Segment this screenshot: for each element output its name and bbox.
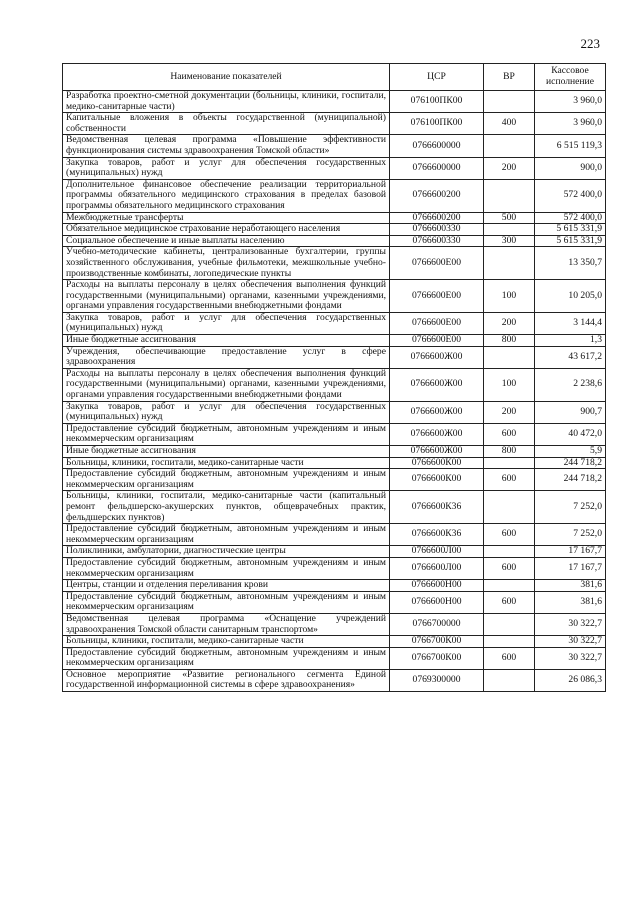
sum-cell: 7 252,0 — [535, 491, 606, 524]
sum-cell: 5 615 331,9 — [535, 224, 606, 236]
csr-cell: 0766600200 — [390, 179, 484, 212]
csr-cell: 076100ПК00 — [390, 113, 484, 135]
csr-cell: 0766700К00 — [390, 647, 484, 669]
csr-cell: 076100ПК00 — [390, 91, 484, 113]
table-row — [63, 636, 606, 648]
indicator-name-cell: Ведомственная целевая программа «Повышение эффективности функционирования системы здравоохранения Томской области» — [63, 135, 390, 157]
vr-cell: 600 — [484, 469, 535, 491]
csr-cell: 0769300000 — [390, 669, 484, 691]
table-row — [63, 212, 606, 224]
csr-cell: 0766600330 — [390, 235, 484, 247]
sum-cell: 6 515 119,3 — [535, 135, 606, 157]
indicator-name-cell: Социальное обеспечение и иные выплаты населению — [63, 235, 390, 247]
vr-cell — [484, 179, 535, 212]
sum-cell: 40 472,0 — [535, 423, 606, 445]
csr-cell: 0766600Ж00 — [390, 401, 484, 423]
csr-cell: 0766600Н00 — [390, 591, 484, 613]
vr-cell: 600 — [484, 647, 535, 669]
vr-cell: 200 — [484, 401, 535, 423]
indicator-name-cell: Дополнительное финансовое обеспечение реализации территориальной программы обязательного медицинского страхования в пределах базовой программы обязательного медицинского страхования — [63, 179, 390, 212]
vr-cell — [484, 669, 535, 691]
table-row — [63, 613, 606, 635]
indicator-name-cell: Предоставление субсидий бюджетным, автономным учреждениям и иным некоммерческим организациям — [63, 557, 390, 579]
indicator-name-cell: Закупка товаров, работ и услуг для обеспечения государственных (муниципальных) нужд — [63, 401, 390, 423]
indicator-name-cell: Расходы на выплаты персоналу в целях обеспечения выполнения функций государственными (муниципальными) органами, казенными учреждениями, органами управления государственными внебюджетными фондами — [63, 368, 390, 401]
vr-cell — [484, 135, 535, 157]
sum-cell: 572 400,0 — [535, 179, 606, 212]
csr-cell: 0766600Е00 — [390, 280, 484, 313]
vr-cell: 100 — [484, 368, 535, 401]
table-row — [63, 524, 606, 546]
sum-cell: 5 615 331,9 — [535, 235, 606, 247]
vr-cell: 100 — [484, 280, 535, 313]
csr-cell: 0766600Е00 — [390, 335, 484, 347]
vr-cell: 600 — [484, 557, 535, 579]
table-row — [63, 91, 606, 113]
indicator-name-cell: Иные бюджетные ассигнования — [63, 335, 390, 347]
csr-cell: 0766700000 — [390, 613, 484, 635]
csr-cell: 0766600Л00 — [390, 557, 484, 579]
header-cash-execution: Кассовое исполнение — [535, 64, 606, 91]
sum-cell: 10 205,0 — [535, 280, 606, 313]
table-row — [63, 280, 606, 313]
csr-cell: 0766600К36 — [390, 491, 484, 524]
csr-cell: 0766600Н00 — [390, 580, 484, 592]
indicator-name-cell: Больницы, клиники, госпитали, медико-санитарные части (капитальный ремонт фельдшерско-акушерских пунктов, общеврачебных практик, фельдшерских пунктов) — [63, 491, 390, 524]
csr-cell: 0766600Е00 — [390, 247, 484, 280]
table-row — [63, 247, 606, 280]
budget-execution-table — [62, 63, 606, 692]
sum-cell: 13 350,7 — [535, 247, 606, 280]
table-row — [63, 423, 606, 445]
vr-cell — [484, 247, 535, 280]
header-vr: ВР — [484, 64, 535, 91]
vr-cell: 200 — [484, 312, 535, 334]
sum-cell: 2 238,6 — [535, 368, 606, 401]
table-row — [63, 580, 606, 592]
sum-cell: 381,6 — [535, 591, 606, 613]
indicator-name-cell: Капитальные вложения в объекты государственной (муниципальной) собственности — [63, 113, 390, 135]
vr-cell — [484, 580, 535, 592]
sum-cell: 244 718,2 — [535, 469, 606, 491]
vr-cell — [484, 613, 535, 635]
table-row — [63, 368, 606, 401]
csr-cell: 0766600Ж00 — [390, 423, 484, 445]
sum-cell: 30 322,7 — [535, 636, 606, 648]
vr-cell — [484, 91, 535, 113]
indicator-name-cell: Предоставление субсидий бюджетным, автономным учреждениям и иным некоммерческим организациям — [63, 647, 390, 669]
vr-cell: 300 — [484, 235, 535, 247]
vr-cell: 600 — [484, 524, 535, 546]
indicator-name-cell: Больницы, клиники, госпитали, медико-санитарные части — [63, 636, 390, 648]
csr-cell: 0766700К00 — [390, 636, 484, 648]
indicator-name-cell: Расходы на выплаты персоналу в целях обеспечения выполнения функций государственными (муниципальными) органами, казенными учреждениями, органами управления государственными внебюджетными фондами — [63, 280, 390, 313]
table-row — [63, 335, 606, 347]
csr-cell: 0766600Ж00 — [390, 368, 484, 401]
indicator-name-cell: Иные бюджетные ассигнования — [63, 446, 390, 458]
indicator-name-cell: Центры, станции и отделения переливания крови — [63, 580, 390, 592]
indicator-name-cell: Обязательное медицинское страхование неработающего населения — [63, 224, 390, 236]
sum-cell: 3 960,0 — [535, 113, 606, 135]
csr-cell: 0766600330 — [390, 224, 484, 236]
csr-cell: 0766600200 — [390, 212, 484, 224]
header-indicator-name: Наименование показателей — [63, 64, 390, 91]
vr-cell — [484, 636, 535, 648]
sum-cell: 244 718,2 — [535, 457, 606, 469]
sum-cell: 30 322,7 — [535, 647, 606, 669]
vr-cell: 400 — [484, 113, 535, 135]
indicator-name-cell: Предоставление субсидий бюджетным, автономным учреждениям и иным некоммерческим организациям — [63, 524, 390, 546]
table-row — [63, 113, 606, 135]
vr-cell — [484, 346, 535, 368]
indicator-name-cell: Предоставление субсидий бюджетным, автономным учреждениям и иным некоммерческим организациям — [63, 591, 390, 613]
table-row — [63, 346, 606, 368]
indicator-name-cell: Учреждения, обеспечивающие предоставление услуг в сфере здравоохранения — [63, 346, 390, 368]
vr-cell — [484, 457, 535, 469]
table-row — [63, 669, 606, 691]
sum-cell: 26 086,3 — [535, 669, 606, 691]
page-number: 223 — [580, 36, 600, 51]
indicator-name-cell: Предоставление субсидий бюджетным, автономным учреждениям и иным некоммерческим организациям — [63, 469, 390, 491]
sum-cell: 7 252,0 — [535, 524, 606, 546]
table-row — [63, 469, 606, 491]
indicator-name-cell: Поликлиники, амбулатории, диагностические центры — [63, 546, 390, 558]
csr-cell: 0766600000 — [390, 157, 484, 179]
table-row — [63, 491, 606, 524]
indicator-name-cell: Закупка товаров, работ и услуг для обеспечения государственных (муниципальных) нужд — [63, 157, 390, 179]
sum-cell: 5,9 — [535, 446, 606, 458]
indicator-name-cell: Учебно-методические кабинеты, централизованные бухгалтерии, группы хозяйственного обслуживания, учебные фильмотеки, межшкольные учебно-производственные комбинаты, логопедические пункты — [63, 247, 390, 280]
csr-cell: 0766600Ж00 — [390, 446, 484, 458]
header-csr: ЦСР — [390, 64, 484, 91]
sum-cell: 572 400,0 — [535, 212, 606, 224]
table-row — [63, 401, 606, 423]
table-row — [63, 179, 606, 212]
sum-cell: 900,7 — [535, 401, 606, 423]
vr-cell — [484, 546, 535, 558]
csr-cell: 0766600К00 — [390, 469, 484, 491]
sum-cell: 43 617,2 — [535, 346, 606, 368]
sum-cell: 381,6 — [535, 580, 606, 592]
sum-cell: 17 167,7 — [535, 546, 606, 558]
vr-cell: 200 — [484, 157, 535, 179]
table-row — [63, 446, 606, 458]
sum-cell: 3 144,4 — [535, 312, 606, 334]
sum-cell: 17 167,7 — [535, 557, 606, 579]
vr-cell: 800 — [484, 335, 535, 347]
indicator-name-cell: Межбюджетные трансферты — [63, 212, 390, 224]
csr-cell: 0766600000 — [390, 135, 484, 157]
sum-cell: 30 322,7 — [535, 613, 606, 635]
indicator-name-cell: Закупка товаров, работ и услуг для обеспечения государственных (муниципальных) нужд — [63, 312, 390, 334]
table-row — [63, 546, 606, 558]
table-row — [63, 457, 606, 469]
sum-cell: 1,3 — [535, 335, 606, 347]
table-body — [63, 91, 606, 692]
table-row — [63, 224, 606, 236]
indicator-name-cell: Больницы, клиники, госпитали, медико-санитарные части — [63, 457, 390, 469]
table-row — [63, 157, 606, 179]
indicator-name-cell: Разработка проектно-сметной документации (больницы, клиники, госпитали, медико-санитарные части) — [63, 91, 390, 113]
vr-cell — [484, 224, 535, 236]
table-row — [63, 312, 606, 334]
vr-cell: 800 — [484, 446, 535, 458]
indicator-name-cell: Ведомственная целевая программа «Оснащение учреждений здравоохранения Томской области санитарным транспортом» — [63, 613, 390, 635]
csr-cell: 0766600Л00 — [390, 546, 484, 558]
table-row — [63, 235, 606, 247]
csr-cell: 0766600К36 — [390, 524, 484, 546]
table-row — [63, 135, 606, 157]
sum-cell: 900,0 — [535, 157, 606, 179]
sum-cell: 3 960,0 — [535, 91, 606, 113]
vr-cell: 600 — [484, 591, 535, 613]
table-row — [63, 647, 606, 669]
csr-cell: 0766600Е00 — [390, 312, 484, 334]
table-header-row — [63, 64, 606, 91]
table-row — [63, 591, 606, 613]
indicator-name-cell: Основное мероприятие «Развитие регионального сегмента Единой государственной информационной системы в сфере здравоохранения» — [63, 669, 390, 691]
table-row — [63, 557, 606, 579]
vr-cell: 600 — [484, 423, 535, 445]
vr-cell: 500 — [484, 212, 535, 224]
indicator-name-cell: Предоставление субсидий бюджетным, автономным учреждениям и иным некоммерческим организациям — [63, 423, 390, 445]
csr-cell: 0766600Ж00 — [390, 346, 484, 368]
vr-cell — [484, 491, 535, 524]
csr-cell: 0766600К00 — [390, 457, 484, 469]
